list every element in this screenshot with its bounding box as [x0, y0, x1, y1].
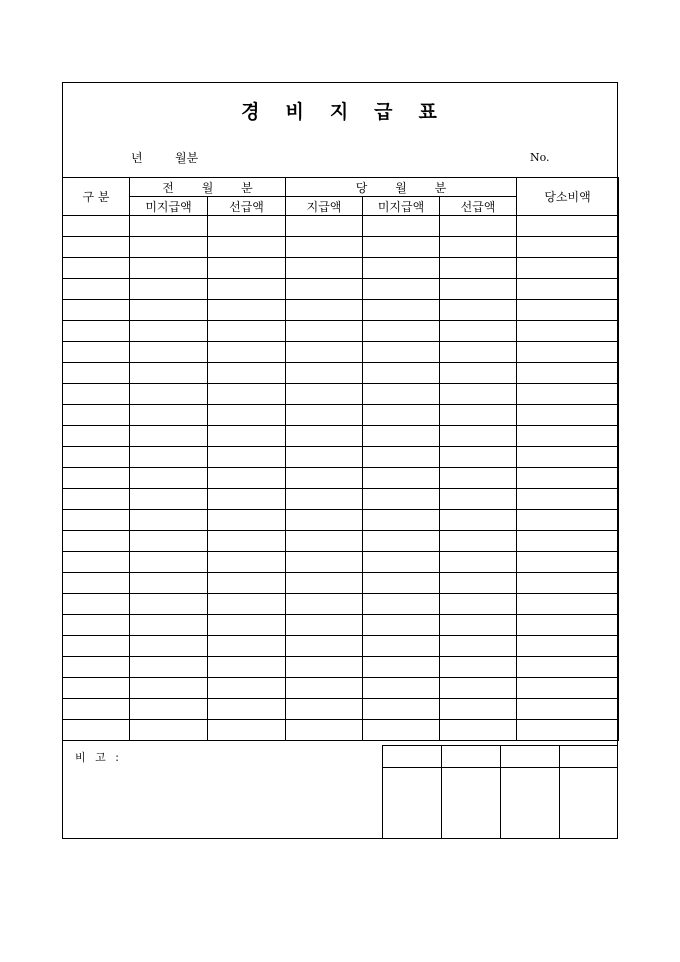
table-cell[interactable]: [363, 678, 440, 699]
table-cell[interactable]: [286, 405, 363, 426]
table-cell[interactable]: [63, 342, 130, 363]
table-cell[interactable]: [440, 636, 517, 657]
table-cell[interactable]: [363, 363, 440, 384]
approval-box: [382, 745, 618, 839]
expense-payment-form: [62, 82, 618, 839]
table-cell[interactable]: [130, 237, 208, 258]
table-cell[interactable]: [440, 720, 517, 741]
table-row: [63, 321, 619, 342]
table-cell[interactable]: [130, 300, 208, 321]
table-cell[interactable]: [363, 216, 440, 237]
table-row: [63, 678, 619, 699]
table-cell[interactable]: [440, 237, 517, 258]
table-cell[interactable]: [440, 615, 517, 636]
number-label: No.: [530, 151, 550, 164]
table-cell[interactable]: [517, 720, 619, 741]
table-cell[interactable]: [286, 594, 363, 615]
approval-title-cell[interactable]: [559, 746, 618, 768]
table-cell[interactable]: [440, 573, 517, 594]
table-cell[interactable]: [208, 216, 286, 237]
remarks-box[interactable]: [63, 746, 383, 839]
prev-advance-header: 선급액: [208, 197, 286, 216]
table-cell[interactable]: [286, 510, 363, 531]
prev-unpaid-header: 미지급액: [130, 197, 208, 216]
table-cell[interactable]: [63, 510, 130, 531]
table-cell[interactable]: [363, 573, 440, 594]
table-cell[interactable]: [208, 657, 286, 678]
table-cell[interactable]: [208, 573, 286, 594]
table-cell[interactable]: [517, 678, 619, 699]
table-cell[interactable]: [363, 384, 440, 405]
table-cell[interactable]: [63, 237, 130, 258]
table-row: [63, 636, 619, 657]
table-cell[interactable]: [63, 594, 130, 615]
table-cell[interactable]: [517, 384, 619, 405]
title-char: 지: [329, 101, 351, 123]
table-cell[interactable]: [63, 657, 130, 678]
table-cell[interactable]: [63, 279, 130, 300]
table-cell[interactable]: [208, 384, 286, 405]
table-row: [63, 552, 619, 573]
table-cell[interactable]: [208, 636, 286, 657]
table-cell[interactable]: [286, 573, 363, 594]
table-cell[interactable]: [517, 636, 619, 657]
table-cell[interactable]: [130, 384, 208, 405]
table-cell[interactable]: [63, 615, 130, 636]
table-cell[interactable]: [63, 531, 130, 552]
table-cell[interactable]: [517, 405, 619, 426]
table-cell[interactable]: [208, 699, 286, 720]
table-row: [63, 216, 619, 237]
table-cell[interactable]: [440, 342, 517, 363]
table-cell[interactable]: [363, 342, 440, 363]
table-cell[interactable]: [440, 699, 517, 720]
table-cell[interactable]: [517, 300, 619, 321]
approval-stamp-cell[interactable]: [383, 768, 442, 840]
year-label: 년: [131, 151, 143, 165]
table-row: [63, 363, 619, 384]
table-row: [63, 489, 619, 510]
table-cell[interactable]: [63, 699, 130, 720]
table-cell[interactable]: [517, 279, 619, 300]
table-cell[interactable]: [286, 363, 363, 384]
table-cell[interactable]: [63, 300, 130, 321]
table-row: [63, 237, 619, 258]
table-cell[interactable]: [130, 342, 208, 363]
table-cell[interactable]: [286, 489, 363, 510]
table-cell[interactable]: [363, 615, 440, 636]
approval-title-cell[interactable]: [383, 746, 442, 768]
table-row: [63, 615, 619, 636]
table-row: [63, 510, 619, 531]
table-cell[interactable]: [130, 216, 208, 237]
table-cell[interactable]: [286, 384, 363, 405]
curr-month-header: 당 월 분: [286, 178, 517, 197]
expense-table: [62, 177, 619, 741]
table-cell[interactable]: [208, 594, 286, 615]
table-cell[interactable]: [63, 636, 130, 657]
table-cell[interactable]: [517, 573, 619, 594]
table-cell[interactable]: [286, 237, 363, 258]
table-cell[interactable]: [130, 510, 208, 531]
table-cell[interactable]: [208, 720, 286, 741]
table-cell[interactable]: [363, 300, 440, 321]
table-cell[interactable]: [63, 447, 130, 468]
table-cell[interactable]: [130, 426, 208, 447]
table-cell[interactable]: [440, 657, 517, 678]
table-cell[interactable]: [63, 468, 130, 489]
prev-month-header: 전 월 분: [130, 178, 286, 197]
table-cell[interactable]: [363, 405, 440, 426]
table-cell[interactable]: [63, 384, 130, 405]
table-cell[interactable]: [286, 447, 363, 468]
table-cell[interactable]: [440, 447, 517, 468]
table-cell[interactable]: [440, 552, 517, 573]
table-row: [63, 405, 619, 426]
table-cell[interactable]: [130, 615, 208, 636]
table-row: [63, 279, 619, 300]
table-cell[interactable]: [517, 216, 619, 237]
table-cell[interactable]: [286, 258, 363, 279]
table-cell[interactable]: [63, 720, 130, 741]
table-cell[interactable]: [517, 615, 619, 636]
table-cell[interactable]: [208, 279, 286, 300]
table-cell[interactable]: [63, 489, 130, 510]
month-label: 월분: [175, 151, 199, 165]
table-cell[interactable]: [440, 468, 517, 489]
table-cell[interactable]: [208, 468, 286, 489]
table-cell[interactable]: [130, 363, 208, 384]
table-cell[interactable]: [363, 321, 440, 342]
table-cell[interactable]: [440, 594, 517, 615]
table-row: [63, 657, 619, 678]
table-cell[interactable]: [63, 426, 130, 447]
table-row: [63, 258, 619, 279]
table-cell[interactable]: [440, 489, 517, 510]
curr-advance-header: 선급액: [440, 197, 517, 216]
table-cell[interactable]: [63, 405, 130, 426]
table-cell[interactable]: [517, 594, 619, 615]
table-cell[interactable]: [517, 447, 619, 468]
balance-header: 당소비액: [517, 178, 619, 216]
table-row: [63, 384, 619, 405]
table-cell[interactable]: [130, 258, 208, 279]
table-cell[interactable]: [440, 363, 517, 384]
table-cell[interactable]: [208, 300, 286, 321]
remarks-label: 비 고 :: [75, 751, 122, 764]
table-cell[interactable]: [208, 321, 286, 342]
table-cell[interactable]: [130, 720, 208, 741]
table-cell[interactable]: [208, 678, 286, 699]
table-cell[interactable]: [130, 447, 208, 468]
table-cell[interactable]: [440, 531, 517, 552]
table-row: [63, 426, 619, 447]
approval-title-cell[interactable]: [500, 746, 559, 768]
table-cell[interactable]: [286, 216, 363, 237]
table-cell[interactable]: [208, 510, 286, 531]
table-cell[interactable]: [130, 468, 208, 489]
title-char: 경: [241, 101, 262, 123]
table-row: [63, 447, 619, 468]
table-cell[interactable]: [208, 405, 286, 426]
table-cell[interactable]: [440, 510, 517, 531]
table-cell[interactable]: [440, 321, 517, 342]
table-cell[interactable]: [130, 405, 208, 426]
table-cell[interactable]: [130, 573, 208, 594]
table-cell[interactable]: [363, 531, 440, 552]
table-row: [63, 300, 619, 321]
curr-unpaid-header: 미지급액: [363, 197, 440, 216]
title-char: 급: [374, 101, 395, 123]
table-cell[interactable]: [440, 405, 517, 426]
table-cell[interactable]: [63, 216, 130, 237]
approval-stamp-cell[interactable]: [559, 768, 618, 840]
curr-paid-header: 지급액: [286, 197, 363, 216]
table-cell[interactable]: [130, 678, 208, 699]
table-cell[interactable]: [286, 657, 363, 678]
table-cell[interactable]: [286, 678, 363, 699]
table-cell[interactable]: [440, 279, 517, 300]
table-cell[interactable]: [130, 699, 208, 720]
table-cell[interactable]: [63, 363, 130, 384]
table-cell[interactable]: [208, 237, 286, 258]
table-cell[interactable]: [208, 447, 286, 468]
approval-stamp-cell[interactable]: [500, 768, 559, 840]
table-cell[interactable]: [440, 216, 517, 237]
table-cell[interactable]: [286, 426, 363, 447]
table-cell[interactable]: [208, 426, 286, 447]
table-row: [63, 342, 619, 363]
table-cell[interactable]: [208, 489, 286, 510]
table-cell[interactable]: [130, 636, 208, 657]
table-cell[interactable]: [363, 636, 440, 657]
table-cell[interactable]: [517, 237, 619, 258]
table-cell[interactable]: [363, 489, 440, 510]
table-cell[interactable]: [517, 468, 619, 489]
table-cell[interactable]: [286, 531, 363, 552]
table-cell[interactable]: [363, 237, 440, 258]
table-cell[interactable]: [440, 426, 517, 447]
table-cell[interactable]: [517, 426, 619, 447]
table-row: [63, 720, 619, 741]
title-char: 비: [285, 101, 306, 123]
category-header: 구 분: [63, 178, 130, 216]
table-cell[interactable]: [517, 258, 619, 279]
table-cell[interactable]: [363, 279, 440, 300]
table-cell[interactable]: [63, 678, 130, 699]
table-cell[interactable]: [63, 552, 130, 573]
table-cell[interactable]: [208, 615, 286, 636]
table-cell[interactable]: [517, 657, 619, 678]
table-cell[interactable]: [286, 321, 363, 342]
title-char: 표: [418, 101, 439, 123]
table-cell[interactable]: [286, 468, 363, 489]
table-cell[interactable]: [363, 720, 440, 741]
table-cell[interactable]: [517, 342, 619, 363]
table-cell[interactable]: [130, 531, 208, 552]
table-row: [63, 573, 619, 594]
table-cell[interactable]: [286, 279, 363, 300]
table-cell[interactable]: [208, 258, 286, 279]
table-cell[interactable]: [286, 720, 363, 741]
table-cell[interactable]: [286, 552, 363, 573]
table-cell[interactable]: [517, 699, 619, 720]
table-row: [63, 594, 619, 615]
table-cell[interactable]: [130, 279, 208, 300]
table-cell[interactable]: [517, 552, 619, 573]
table-cell[interactable]: [130, 489, 208, 510]
table-cell[interactable]: [286, 636, 363, 657]
table-cell[interactable]: [517, 363, 619, 384]
table-cell[interactable]: [286, 300, 363, 321]
table-cell[interactable]: [208, 342, 286, 363]
table-cell[interactable]: [63, 321, 130, 342]
table-cell[interactable]: [63, 573, 130, 594]
table-cell[interactable]: [363, 657, 440, 678]
table-cell[interactable]: [363, 594, 440, 615]
table-row: [63, 699, 619, 720]
table-cell[interactable]: [208, 363, 286, 384]
table-cell[interactable]: [363, 447, 440, 468]
table-row: [63, 531, 619, 552]
table-cell[interactable]: [517, 510, 619, 531]
form-title: [63, 97, 617, 124]
table-cell[interactable]: [130, 321, 208, 342]
table-cell[interactable]: [208, 552, 286, 573]
table-cell[interactable]: [440, 384, 517, 405]
table-cell[interactable]: [286, 699, 363, 720]
table-cell[interactable]: [440, 258, 517, 279]
table-cell[interactable]: [363, 699, 440, 720]
table-cell[interactable]: [363, 510, 440, 531]
table-cell[interactable]: [286, 342, 363, 363]
table-cell[interactable]: [440, 300, 517, 321]
table-row: [63, 468, 619, 489]
table-cell[interactable]: [63, 258, 130, 279]
table-cell[interactable]: [130, 552, 208, 573]
table-cell[interactable]: [363, 468, 440, 489]
table-cell[interactable]: [286, 615, 363, 636]
table-cell[interactable]: [517, 321, 619, 342]
table-cell[interactable]: [130, 657, 208, 678]
approval-title-cell[interactable]: [441, 746, 500, 768]
table-cell[interactable]: [363, 426, 440, 447]
table-cell[interactable]: [208, 531, 286, 552]
table-cell[interactable]: [130, 594, 208, 615]
table-cell[interactable]: [363, 258, 440, 279]
approval-stamp-cell[interactable]: [441, 768, 500, 840]
table-cell[interactable]: [517, 489, 619, 510]
table-cell[interactable]: [517, 531, 619, 552]
table-cell[interactable]: [363, 552, 440, 573]
table-cell[interactable]: [440, 678, 517, 699]
